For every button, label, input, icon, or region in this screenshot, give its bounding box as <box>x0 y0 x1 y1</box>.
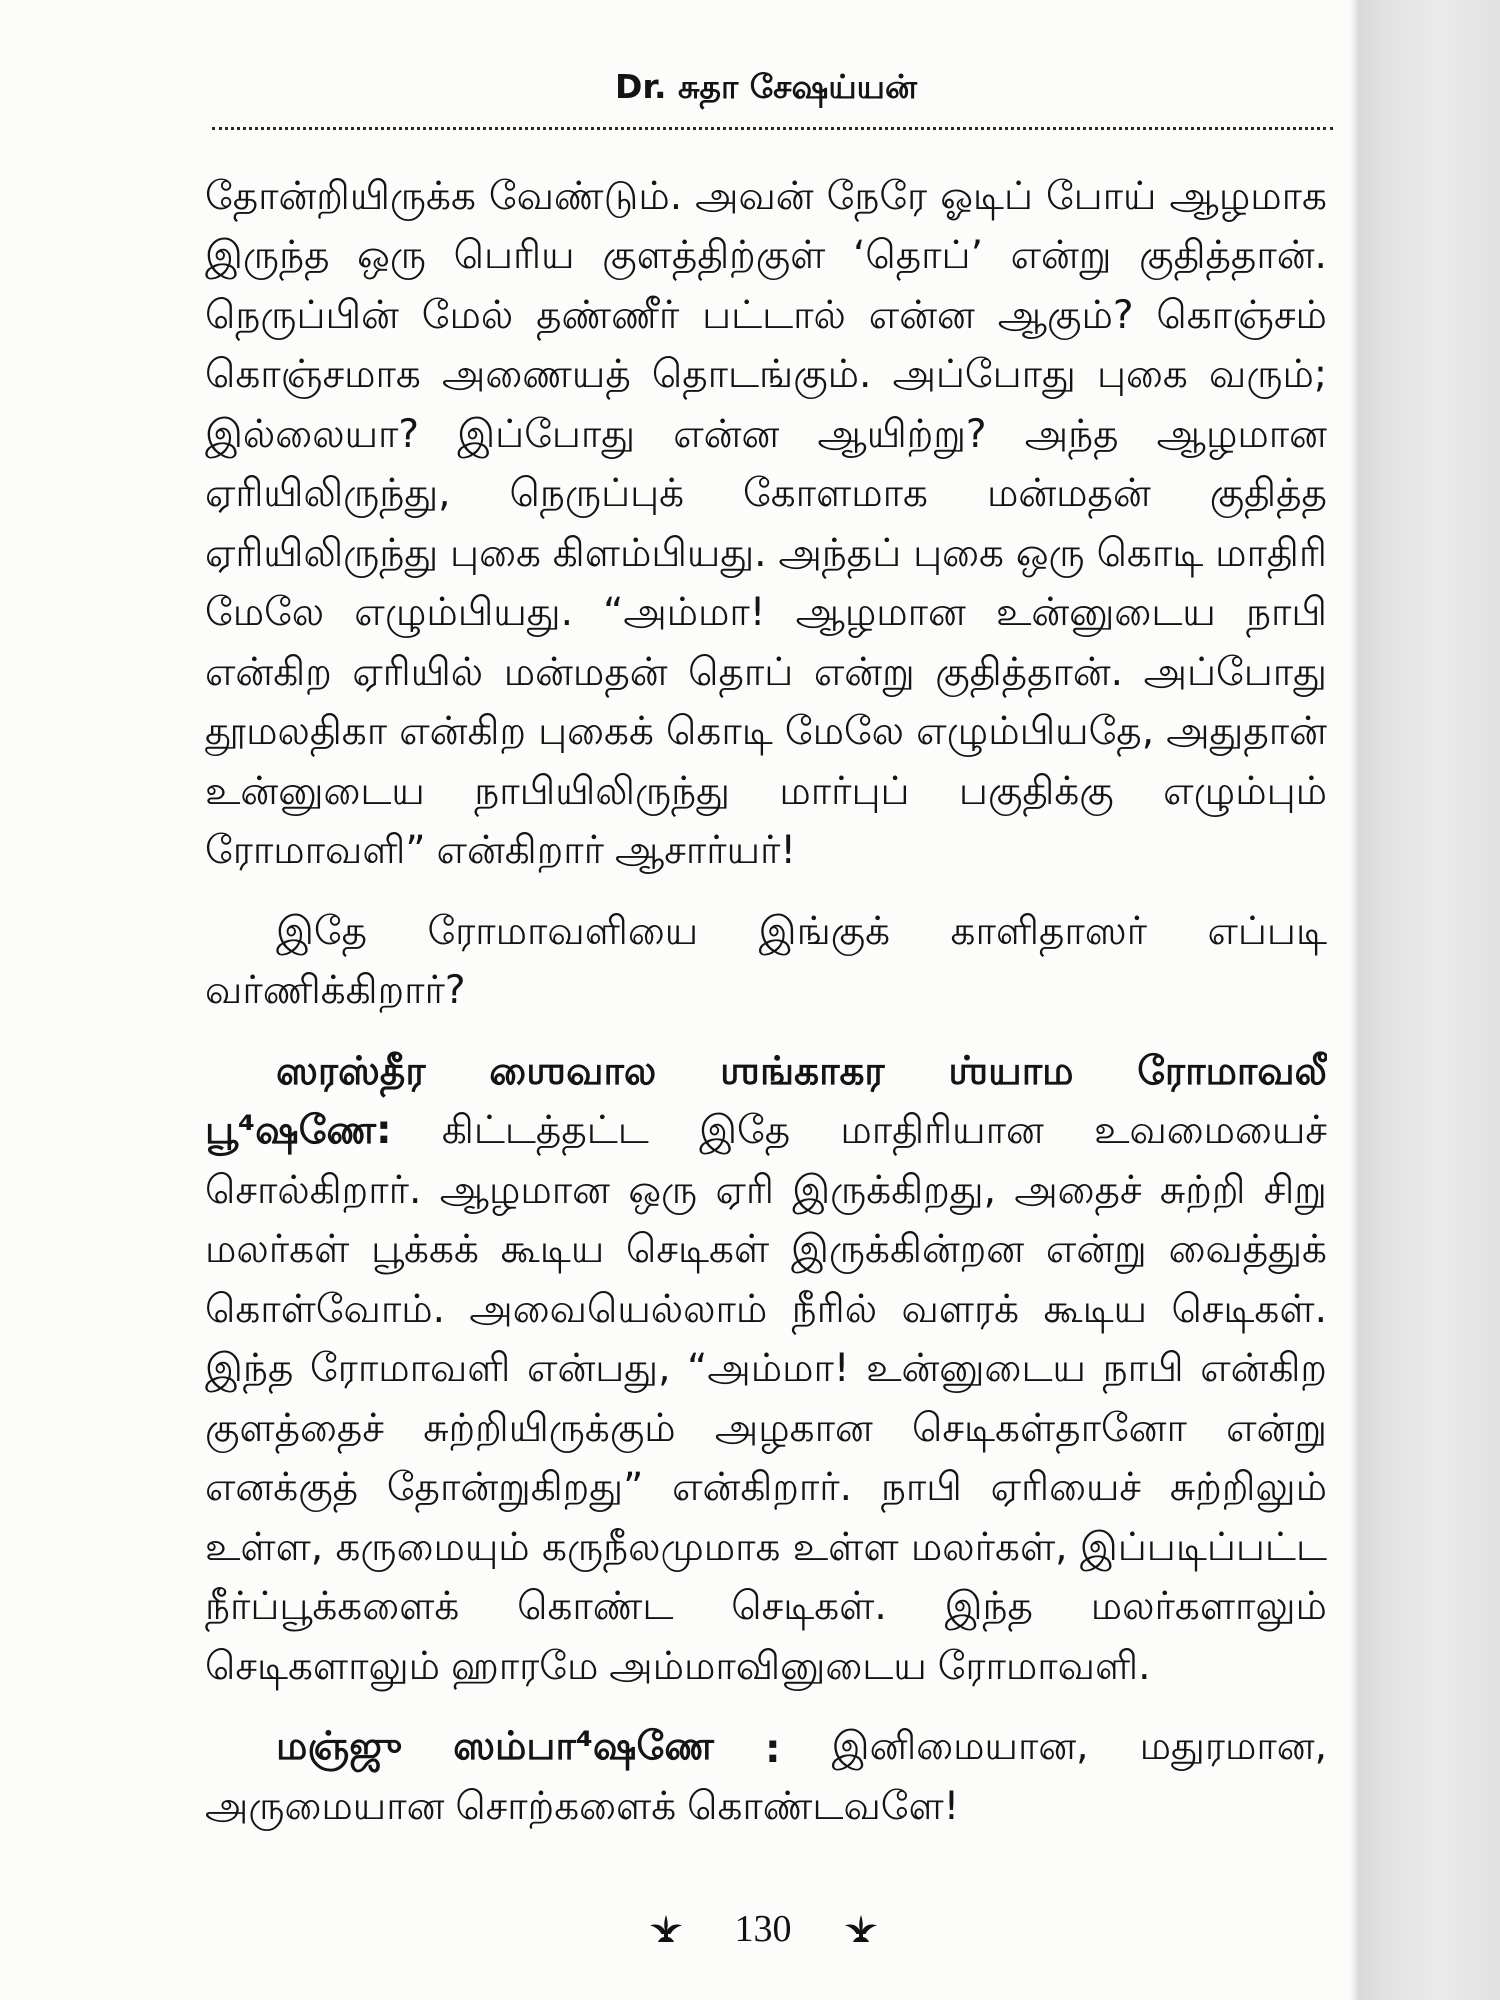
word: கருமையும் <box>335 1524 530 1570</box>
word: புகை <box>1096 352 1188 398</box>
text-line <box>205 1104 1327 1164</box>
word: இனிமையான, <box>831 1724 1089 1770</box>
word: நாபி <box>1245 590 1327 636</box>
word: அணையத் <box>442 352 631 398</box>
text-line <box>205 645 1327 705</box>
word: ஶைவால <box>489 1048 657 1094</box>
word: என்கிற <box>399 709 526 755</box>
word: தொடங்கும். <box>651 352 872 398</box>
fleuron-icon <box>649 1914 683 1944</box>
word: அழகான <box>714 1405 873 1451</box>
text-line <box>205 169 1327 229</box>
text-line <box>205 1461 1327 1521</box>
word: மேலே <box>205 590 325 636</box>
word: “அம்மா! <box>603 590 766 636</box>
word: : <box>764 1726 781 1772</box>
word: மாதிரியான <box>840 1108 1044 1154</box>
word: எழும்பியது. <box>354 590 573 636</box>
word: மலர்கள், <box>910 1524 1068 1570</box>
word: வளரக் <box>901 1286 1020 1332</box>
word: இங்குக் <box>758 908 891 954</box>
text-line <box>205 1580 1327 1640</box>
word: என்கிற <box>205 649 332 695</box>
word: என்கிற <box>1200 1346 1327 1392</box>
word: கொஞ்சமாக <box>205 352 421 398</box>
text-line <box>205 229 1327 289</box>
page-number: 130 <box>734 1908 792 1950</box>
word: செடிகள். <box>731 1584 887 1630</box>
word: நீர்ப்பூக்களைக் <box>205 1584 460 1630</box>
text-line <box>205 764 1327 824</box>
word: இந்த <box>205 1346 294 1392</box>
word: என்கிறார். <box>672 1465 853 1511</box>
word: எப்படி <box>1207 908 1327 954</box>
word: இதே <box>276 908 368 954</box>
word: கிளம்பியது. <box>552 530 767 576</box>
word: தூமலதிகா <box>205 709 388 755</box>
word: என்ன <box>868 292 975 338</box>
word: கொஞ்சம் <box>1156 292 1327 338</box>
word: இப்படிப்பட்ட <box>1079 1524 1327 1570</box>
word: தண்ணீர் <box>536 292 680 338</box>
word: இல்லையா? <box>205 411 420 457</box>
word: இருந்த <box>205 233 330 279</box>
word: வேண்டும். <box>488 173 683 219</box>
word: வர்ணிக்கிறார்? <box>205 968 466 1014</box>
word: கொண்டவளே! <box>687 1783 960 1829</box>
word: ஶங்காகர <box>719 1048 885 1094</box>
word: பகுதிக்கு <box>958 768 1114 814</box>
word: தோன்றுகிறது” <box>386 1465 644 1511</box>
word: ஸரஸ்தீர <box>276 1048 426 1094</box>
word: உள்ள <box>792 1524 899 1570</box>
word: தோன்றியிருக்க <box>205 173 476 219</box>
text-line <box>205 1520 1327 1580</box>
text-line <box>205 705 1327 765</box>
word: ஆழமான <box>1156 411 1327 457</box>
word: செடிகளாலும் <box>205 1643 441 1689</box>
word: மேலே <box>784 709 905 755</box>
text-line <box>205 288 1327 348</box>
word: கிட்டத்தட்ட <box>441 1108 649 1154</box>
word: குதித்தான். <box>1139 233 1327 279</box>
page-edge-shadow <box>1350 0 1500 2000</box>
word: மலர்களாலும் <box>1090 1584 1327 1630</box>
page-footer <box>563 1903 963 1955</box>
word: ஶ்யாம <box>948 1048 1074 1094</box>
word: இப்போது <box>457 411 636 457</box>
word: போய் <box>1045 173 1157 219</box>
word: ரோமாவலீ <box>1137 1048 1327 1094</box>
word: உள்ள, <box>205 1524 324 1570</box>
word: கூடிய <box>1043 1286 1148 1332</box>
author-name: Dr. சுதா சேஷய்யன் <box>615 67 917 106</box>
word: குதித்தான். <box>935 649 1124 695</box>
word: கோளமாக <box>743 471 928 517</box>
word: வைத்துக் <box>1168 1227 1327 1273</box>
word: காளிதாஸர் <box>950 908 1148 954</box>
word: அம்மாவினுடைய <box>609 1643 927 1689</box>
word: கூடிய <box>500 1227 605 1273</box>
word: இருக்கின்றன <box>790 1227 1025 1273</box>
word: ரோமாவளியை <box>427 908 699 954</box>
word: செடிகள் <box>626 1227 770 1273</box>
text-line <box>205 1282 1327 1342</box>
word: புகை <box>450 530 541 576</box>
body-text <box>205 169 1327 1839</box>
word: குளத்தைச் <box>205 1405 384 1451</box>
text-line <box>205 1639 1327 1699</box>
word: ஹாரமே <box>450 1643 599 1689</box>
word: குளத்திற்குள் <box>602 233 826 279</box>
word: சுற்றிலும் <box>1169 1465 1327 1511</box>
word: பட்டால் <box>702 292 846 338</box>
word: ஏரியைச் <box>990 1465 1142 1511</box>
word: அப்போது <box>892 352 1076 398</box>
word: நெருப்புக் <box>509 471 685 517</box>
word: பூ⁴ஷணே: <box>205 1108 392 1154</box>
word: குதித்த <box>1209 471 1327 517</box>
word: ஆழமாக <box>1169 173 1327 219</box>
word: புகை <box>913 530 1004 576</box>
word: மன்மதன் <box>986 471 1151 517</box>
paragraph <box>205 1720 1327 1839</box>
word: சிறு <box>1263 1167 1327 1213</box>
word: கொண்ட <box>517 1584 674 1630</box>
word: ஸம்பா⁴ஷணே <box>453 1724 714 1770</box>
word: அவையெல்லாம் <box>469 1286 768 1332</box>
word: எழும்பியதே, <box>916 709 1155 755</box>
word: அருமையான <box>205 1783 445 1829</box>
word: கொடி <box>1096 530 1204 576</box>
word: ரோமாவளி. <box>937 1643 1151 1689</box>
word: அந்த <box>1024 411 1119 457</box>
word: மாதிரி <box>1215 530 1327 576</box>
word: ஆழமான <box>795 590 966 636</box>
word: என்று <box>1226 1405 1327 1451</box>
word: என்கிறார் <box>436 828 605 874</box>
word: ஆகும்? <box>997 292 1134 338</box>
word: உன்னுடைய <box>866 1346 1086 1392</box>
word: கொடி <box>666 709 773 755</box>
word: கொள்வோம். <box>205 1286 446 1332</box>
word: ஓடிப் <box>940 173 1033 219</box>
word: என்பது, <box>527 1346 671 1392</box>
word: மேல் <box>421 292 514 338</box>
word: ஆசார்யர்! <box>614 828 797 874</box>
text-line <box>205 467 1327 527</box>
paragraph <box>205 1044 1327 1699</box>
word: “அம்மா! <box>687 1346 850 1392</box>
text-line <box>205 407 1327 467</box>
word: எழும்பும் <box>1163 768 1327 814</box>
word: ஏரியிலிருந்து, <box>205 471 451 517</box>
word: இருக்கிறது, <box>792 1167 996 1213</box>
word: நாபியிலிருந்து <box>474 768 730 814</box>
word: என்று <box>813 649 915 695</box>
word: என்று <box>1010 233 1112 279</box>
paragraph <box>205 169 1327 883</box>
word: இதே <box>699 1108 791 1154</box>
word: அதைச் <box>1014 1167 1142 1213</box>
word: ஒரு <box>1015 530 1085 576</box>
word: ஆழமான <box>439 1167 610 1213</box>
text-line <box>205 348 1327 408</box>
word: மஞ்ஜு <box>276 1724 403 1770</box>
text-line <box>205 1342 1327 1402</box>
word: செடிகள். <box>1171 1286 1327 1332</box>
word: மன்மதன் <box>503 649 668 695</box>
word: மதுரமான, <box>1139 1724 1327 1770</box>
text-line <box>205 526 1327 586</box>
word: சொல்கிறார். <box>205 1167 422 1213</box>
dotted-divider <box>212 127 1333 130</box>
text-line <box>205 1163 1327 1223</box>
word: ரோமாவளி” <box>205 828 426 874</box>
fleuron-icon <box>844 1914 878 1944</box>
word: அந்தப் <box>778 530 902 576</box>
paragraph <box>205 904 1327 1023</box>
word: ஒரு <box>357 233 426 279</box>
word: நேரே <box>826 173 928 219</box>
word: சுற்றியிருக்கும் <box>423 1405 676 1451</box>
word: ‘தொப்’ <box>853 233 983 279</box>
text-line <box>205 964 1327 1024</box>
text-line <box>205 1401 1327 1461</box>
word: தொப் <box>688 649 794 695</box>
word: பூக்கக் <box>371 1227 479 1273</box>
word: ஏரி <box>715 1167 774 1213</box>
word: அவன் <box>695 173 814 219</box>
word: ஏரியில் <box>352 649 484 695</box>
word: நீரில் <box>791 1286 878 1332</box>
word: புகைக் <box>538 709 654 755</box>
text-line <box>205 1044 1327 1104</box>
word: நெருப்பின் <box>205 292 399 338</box>
running-header <box>205 64 1327 110</box>
word: சுற்றி <box>1159 1167 1246 1213</box>
word: ரோமாவளி <box>309 1346 511 1392</box>
text-line <box>205 904 1327 964</box>
word: வரும்; <box>1209 352 1327 398</box>
word: உன்னுடைய <box>995 590 1216 636</box>
word: சொற்களைக் <box>455 1783 677 1829</box>
word: என்று <box>1045 1227 1147 1273</box>
word: அப்போது <box>1143 649 1327 695</box>
word: ஆயிற்று? <box>817 411 987 457</box>
word: ஒரு <box>628 1167 698 1213</box>
word: மார்புப் <box>779 768 910 814</box>
word: நாபி <box>880 1465 962 1511</box>
word: எனக்குத் <box>205 1465 359 1511</box>
word: அதுதான் <box>1166 709 1327 755</box>
word: மலர்கள் <box>205 1227 350 1273</box>
text-line <box>205 824 1327 884</box>
text-line <box>205 1779 1327 1839</box>
word: பெரிய <box>453 233 575 279</box>
word: செடிகள்தானோ <box>912 1405 1187 1451</box>
word: ஏரியிலிருந்து <box>205 530 439 576</box>
word: கருநீலமுமாக <box>542 1524 781 1570</box>
word: உன்னுடைய <box>205 768 425 814</box>
text-line <box>205 586 1327 646</box>
word: உவமையைச் <box>1094 1108 1327 1154</box>
word: இந்த <box>944 1584 1033 1630</box>
text-line <box>205 1720 1327 1780</box>
text-line <box>205 1223 1327 1283</box>
word: நாபி <box>1102 1346 1184 1392</box>
word: என்ன <box>673 411 780 457</box>
